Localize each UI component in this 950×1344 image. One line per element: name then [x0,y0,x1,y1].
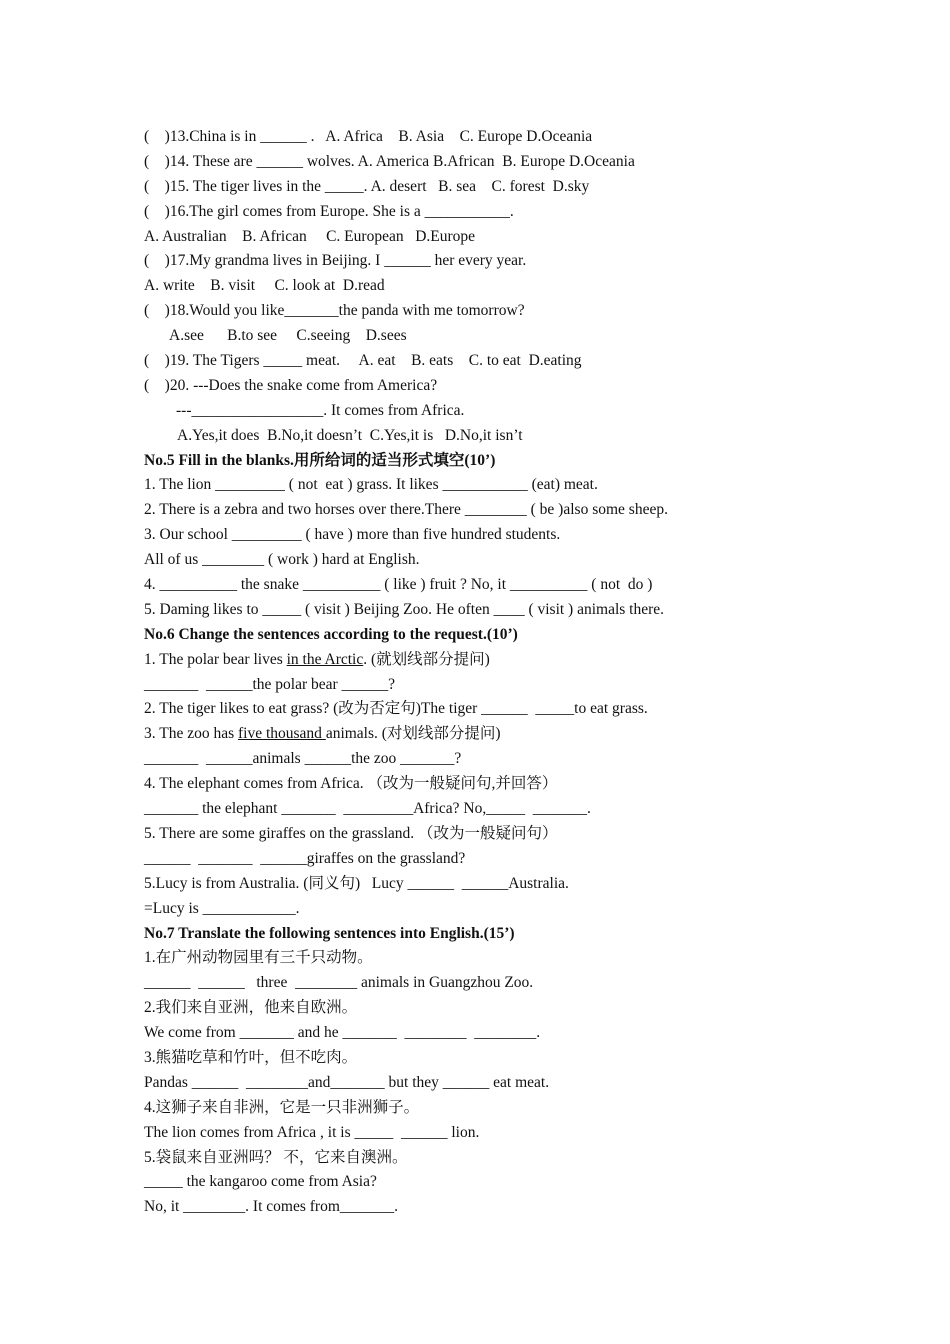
sentence-text: 1. The polar bear lives [144,650,287,668]
fill-blank-1: 1. The lion _________ ( not eat ) grass. It likes ___________ (eat) meat. [144,476,598,494]
translate-3-answer: Pandas ______ ________and_______ but they ______ eat meat. [144,1073,550,1091]
question-15: ( )15. The tiger lives in the _____. A. desert B. sea C. forest D.sky [144,177,590,195]
underlined-phrase: in the Arctic [286,650,364,668]
sentence-instruction: . (就划线部分提问) [363,650,490,668]
question-17-options: A. write B. visit C. look at D.read [144,277,385,295]
section-7-heading: No.7 Translate the following sentences into English.(15’) [144,924,515,942]
translate-2-prompt: 2.我们来自亚洲，他来自欧洲。 [144,999,358,1017]
translate-2-answer: We come from _______ and he _______ ________ ________. [144,1024,541,1042]
change-sentence-6-answer: =Lucy is ____________. [144,899,300,917]
sentence-instruction: animals. (对划线部分提问) [325,725,501,743]
fill-blank-5: 5. Daming likes to _____ ( visit ) Beijing Zoo. He often ____ ( visit ) animals there. [144,600,665,618]
translate-3-prompt: 3.熊猫吃草和竹叶，但不吃肉。 [144,1048,358,1066]
section-6-heading: No.6 Change the sentences according to the request.(10’) [144,625,518,643]
translate-5-answer-2: No, it ________. It comes from_______. [144,1198,399,1216]
translate-1-answer: ______ ______ three ________ animals in Guangzhou Zoo. [144,974,534,992]
change-sentence-5: 5. There are some giraffes on the grassland. （改为一般疑问句） [144,824,558,842]
fill-blank-3: 3. Our school _________ ( have ) more than five hundred students. [144,526,561,544]
change-sentence-1-answer: _______ ______the polar bear ______? [144,675,395,693]
question-14: ( )14. These are ______ wolves. A. America B.African B. Europe D.Oceania [144,152,635,170]
section-5-heading: No.5 Fill in the blanks.用所给词的适当形式填空(10’) [144,451,496,469]
change-sentence-4: 4. The elephant comes from Africa. （改为一般疑问句,并回答） [144,775,558,793]
question-19: ( )19. The Tigers _____ meat. A. eat B. eats C. to eat D.eating [144,352,582,370]
translate-5-prompt: 5.袋鼠来自亚洲吗？ 不，它来自澳洲。 [144,1148,408,1166]
change-sentence-3-answer: _______ ______animals ______the zoo _______? [144,750,462,768]
worksheet-content [144,125,844,1220]
fill-blank-4: 4. __________ the snake __________ ( like ) fruit ? No, it __________ ( not do ) [144,576,653,594]
question-20-response: ---_________________. It comes from Africa. [176,401,465,419]
translate-1-prompt: 1.在广州动物园里有三千只动物。 [144,949,373,967]
question-13: ( )13.China is in ______ . A. Africa B. Asia C. Europe D.Oceania [144,128,593,145]
change-sentence-3 [144,722,844,747]
fill-blank-2: 2. There is a zebra and two horses over there.There ________ ( be )also some sheep. [144,501,668,519]
sentence-text: 3. The zoo has [144,725,238,743]
change-sentence-1 [144,648,844,673]
change-sentence-6: 5.Lucy is from Australia. (同义句) Lucy ______ ______Australia. [144,874,569,892]
fill-blank-3b: All of us ________ ( work ) hard at English. [144,551,420,569]
question-20-options: A.Yes,it does B.No,it doesn’t C.Yes,it is D.No,it isn’t [177,426,523,444]
translate-4-prompt: 4.这狮子来自非洲，它是一只非洲狮子。 [144,1098,420,1116]
question-17: ( )17.My grandma lives in Beijing. I ______ her every year. [144,252,527,270]
question-16: ( )16.The girl comes from Europe. She is a ___________. [144,202,514,220]
change-sentence-2: 2. The tiger likes to eat grass? (改为否定句)The tiger ______ _____to eat grass. [144,700,648,718]
question-18-options: A.see B.to see C.seeing D.sees [169,327,407,345]
translate-5-answer: _____ the kangaroo come from Asia? [144,1173,377,1191]
question-18: ( )18.Would you like_______the panda with me tomorrow? [144,302,525,320]
question-20: ( )20. ---Does the snake come from America? [144,376,438,394]
change-sentence-4-answer: _______ the elephant _______ _________Africa? No,_____ _______. [144,800,591,818]
question-16-options: A. Australian B. African C. European D.Europe [144,227,476,245]
translate-4-answer: The lion comes from Africa , it is _____ ______ lion. [144,1123,480,1141]
change-sentence-5-answer: ______ _______ ______giraffes on the grassland? [144,849,466,867]
underlined-phrase: five thousand [237,725,326,743]
